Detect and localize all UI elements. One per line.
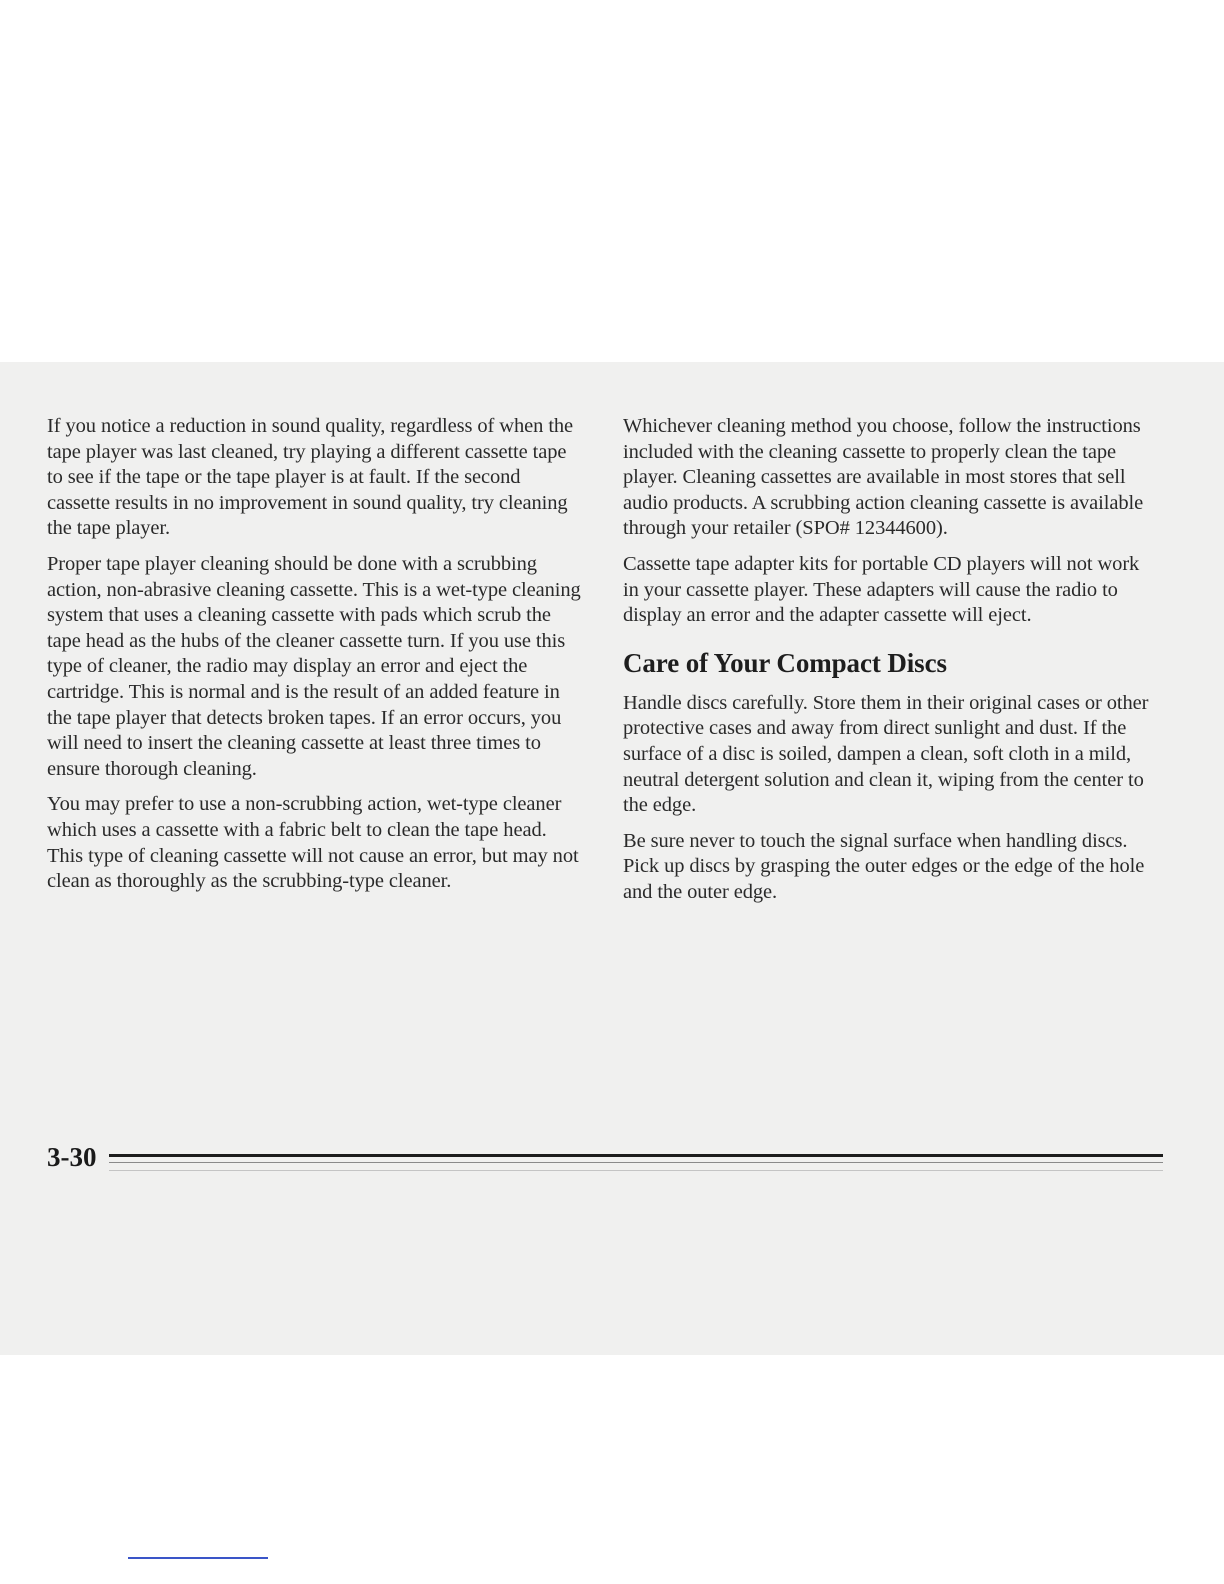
- paragraph-signal-surface: Be sure never to touch the signal surface when handling discs. Pick up discs by grasping the outer edges or the edge of the hole and the outer edge.: [623, 829, 1145, 903]
- footer-rule-faint: [109, 1170, 1163, 1171]
- paragraph-handle-discs: Handle discs carefully. Store them in their original cases or other protective cases and away from direct sunlight and dust. If the surface of a disc is soiled, dampen a clean, soft cloth in a mild, neutral detergent solution and clean it, wiping from the center to the edge.: [623, 691, 1149, 817]
- paragraph-proper-cleaning: Proper tape player cleaning should be done with a scrubbing action, non-abrasive cleaning cassette. This is a wet-type cleaning system that uses a cleaning cassette with pads which scrub the tape head as the hubs of the cleaner cassette turn. If you use this type of cleaner, the radio may display an error and eject the cartridge. This is normal and is the result of an added feature in the tape player that detects broken tapes. If an error occurs, you will need to insert the cleaning cassette at least three times to ensure thorough cleaning.: [47, 552, 581, 780]
- bottom-link-underline: [128, 1557, 268, 1559]
- section-heading-compact-discs: Care of Your Compact Discs: [623, 647, 947, 678]
- footer-rule-thin: [109, 1162, 1163, 1163]
- paragraph-non-scrubbing: You may prefer to use a non-scrubbing action, wet-type cleaner which uses a cassette with a fabric belt to clean the tape head. This type of cleaning cassette will not cause an error, but may not clean as thoroughly as the scrubbing-type cleaner.: [47, 793, 579, 893]
- paragraph-cleaning-method: Whichever cleaning method you choose, follow the instructions included with the cleaning cassette to properly clean the tape player. Cleaning cassettes are available in most stores that sell audio products. A scrubbing action cleaning cassette is available through your retailer (SPO# 12344600).: [623, 415, 1144, 540]
- page-number: 3-30: [47, 1142, 97, 1172]
- paragraph-sound-quality: If you notice a reduction in sound quality, regardless of when the tape player was last cleaned, try playing a different cassette tape to see if the tape or the tape player is at fault. If the second cassette results in no improvement in sound quality, try cleaning the tape player.: [47, 415, 574, 540]
- right-column: [623, 414, 1158, 916]
- left-column: [47, 414, 587, 905]
- footer-rule-thick: [109, 1154, 1163, 1157]
- page-footer: [47, 1142, 1163, 1172]
- paragraph-adapter-kits: Cassette tape adapter kits for portable CD players will not work in your cassette player. These adapters will cause the radio to display an error and the adapter cassette will eject.: [623, 552, 1140, 627]
